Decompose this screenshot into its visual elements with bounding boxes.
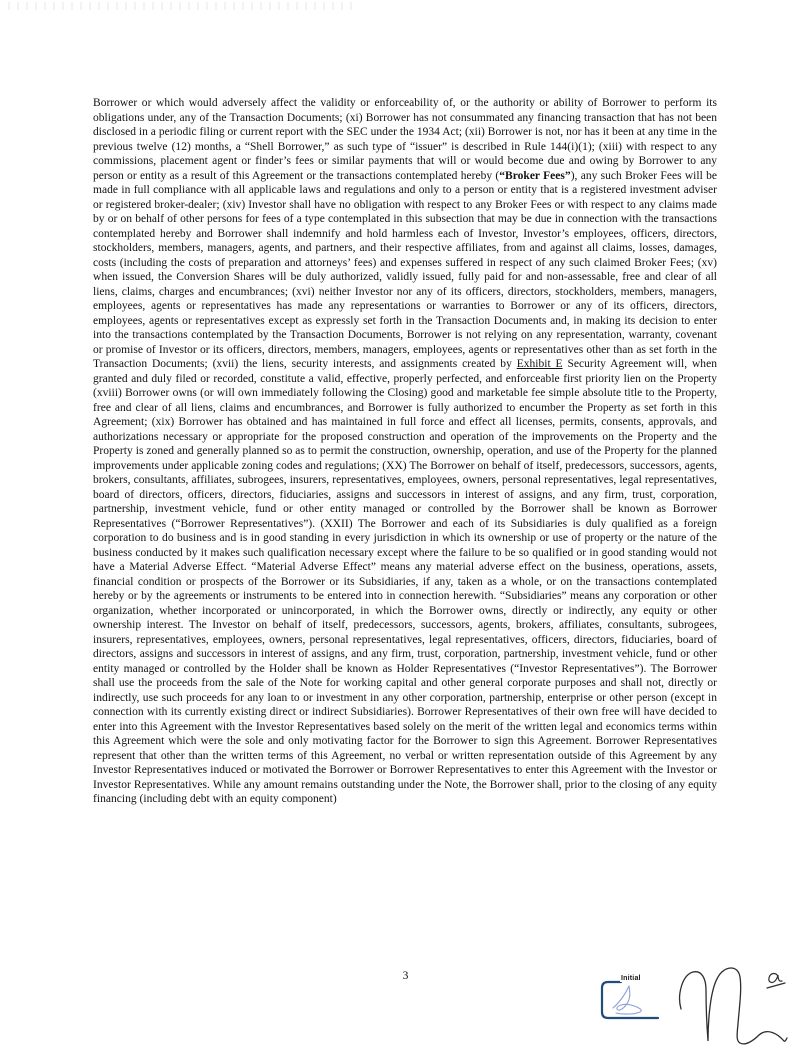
exhibit-e-underlined: Exhibit E <box>516 358 563 370</box>
body-text-1: Borrower or which would adversely affect the validity or enforceability of, or the authority or ability of Borrower to perform its obligations under, any of the Transaction Documents; (xi) Borrower has not consummated any financing transaction that has not been disclosed in a periodic filing or current report with the SEC under the 1934 Act; (xii) Borrower is not, nor has it been at any time in the previous twelve (12) months, a “Shell Borrower,” as such type of “issuer” is described in Rule 144(i)(1); (xiii) with respect to any commissions, placement agent or finder’s fees or similar payments that will or would become due and owing by Borrower to any person or entity as a result of this Agreement or the transactions contemplated hereby ( <box>93 97 717 182</box>
signature-superscript-icon <box>767 974 785 988</box>
body-text-2: ), any such Broker Fees will be made in full compliance with all applicable laws and regulations and only to a person or entity that is a registered investment adviser or registered broker-dealer; (xiv) Investor shall have no obligation with respect to any Broker Fees or with respect to any claims made by or on behalf of other persons for fees of a type contemplated in this subsection that may be due in connection with the transactions contemplated hereby and Borrower shall indemnify and hold harmless each of Investor, Investor’s employees, officers, directors, stockholders, members, managers, agents, and partners, and their respective affiliates, from and against all claims, losses, damages, costs (including the costs of preparation and attorneys’ fees) and expenses suffered in respect of any such claimed Broker Fees; (xv) when issued, the Conversion Shares will be duly authorized, validly issued, fully paid for and non-assessable, free and clear of all liens, claims, charges and encumbrances; (xvi) neither Investor nor any of its officers, directors, stockholders, members, managers, employees, agents or representatives has made any representations or warranties to Borrower or any of its officers, directors, employees, agents or representatives except as expressly set forth in the Transaction Documents and, in making its decision to enter into the transactions contemplated by the Transaction Documents, Borrower is not relying on any representation, warranty, covenant or promise of Investor or its officers, directors, members, managers, employees, agents or representatives other than as set forth in the Transaction Documents; (xvii) the liens, security interests, and assignments created by <box>93 169 717 370</box>
initial-stamp[interactable] <box>596 973 664 1025</box>
signature <box>666 962 811 1050</box>
broker-fees-bold: “Broker Fees” <box>499 169 571 182</box>
initial-scribble-icon <box>613 986 641 1014</box>
body-text-3: Security Agreement will, when granted and duly filed or recorded, constitute a valid, effective, properly perfected, and enforceable first priority lien on the Property (xviii) Borrower owns (or will own immediately following the Closing) good and marketable fee simple absolute title to the Property, free and clear of all liens, claims and encumbrances, and Borrower is fully authorized to encumber the Property as set forth in this Agreement; (xix) Borrower has obtained and has maintained in full force and effect all licenses, permits, consents, approvals, and authorizations necessary or appropriate for the proposed construction and operation of the improvements on the Property and the Property is zoned and generally planned so as to permit the construction, ownership, operation, and use of the Property for the planned improvements under applicable zoning codes and regulations; (XX) The Borrower on behalf of itself, predecessors, successors, agents, brokers, consultants, affiliates, subrogees, insurers, representatives, employees, owners, personal representatives, legal representatives, board of directors, officers, directors, fiduciaries, assigns and successors in interest of assigns, and any firm, trust, corporation, partnership, investment vehicle, fund or other entity managed or controlled by the Borrower shall be known as Borrower Representatives (“Borrower Representatives”). (XXII) The Borrower and each of its Subsidiaries is duly qualified as a foreign corporation to do business and is in good standing in every jurisdiction in which its ownership or use of property or the nature of the business conducted by it makes such qualification necessary except where the failure to be so qualified or in good standing would not have a Material Adverse Effect. “Material Adverse Effect” means any material adverse effect on the business, operations, assets, financial condition or prospects of the Borrower or its Subsidiaries, if any, taken as a whole, or on the transactions contemplated hereby or by the agreements or instruments to be entered into in connection herewith. “Subsidiaries” means any corporation or other organization, whether incorporated or unincorporated, in which the Borrower owns, directly or indirectly, any equity or other ownership interest. The Investor on behalf of itself, predecessors, successors, agents, brokers, affiliates, consultants, subrogees, insurers, representatives, employees, owners, personal representatives, legal representatives, officers, directors, fiduciaries, board of directors, assigns and successors in interest of assigns, and any firm, trust, corporation, partnership, investment vehicle, fund or other entity managed or controlled by the Holder shall be known as Holder Representatives (“Investor Representatives”). The Borrower shall use the proceeds from the sale of the Note for working capital and other general corporate purposes and shall not, directly or indirectly, use such proceeds for any loan to or investment in any other corporation, partnership, enterprise or other person (except in connection with its currently existing direct or indirect Subsidiaries). Borrower Representatives of their own free will have decided to enter into this Agreement with the Investor Representatives based solely on the merit of the written legal and economics terms within this Agreement which were the sole and only motivating factor for the Borrower to sign this Agreement. Borrower Representatives represent that other than the written terms of this Agreement, no verbal or written representation outside of this Agreement by any Investor Representatives induced or motivated the Borrower or Borrower Representatives to enter this Agreement with the Investor or Investor Representatives. While any amount remains outstanding under the Note, the Borrower shall, prior to the closing of any equity financing (including debt with an equity component) <box>93 358 717 805</box>
initial-stamp-border <box>602 982 658 1018</box>
page-number: 3 <box>402 970 409 982</box>
signature-mark-icon <box>680 968 787 1044</box>
initial-stamp-label: Initial <box>621 975 641 982</box>
scan-artifact <box>8 2 358 10</box>
body-paragraph <box>93 96 717 807</box>
